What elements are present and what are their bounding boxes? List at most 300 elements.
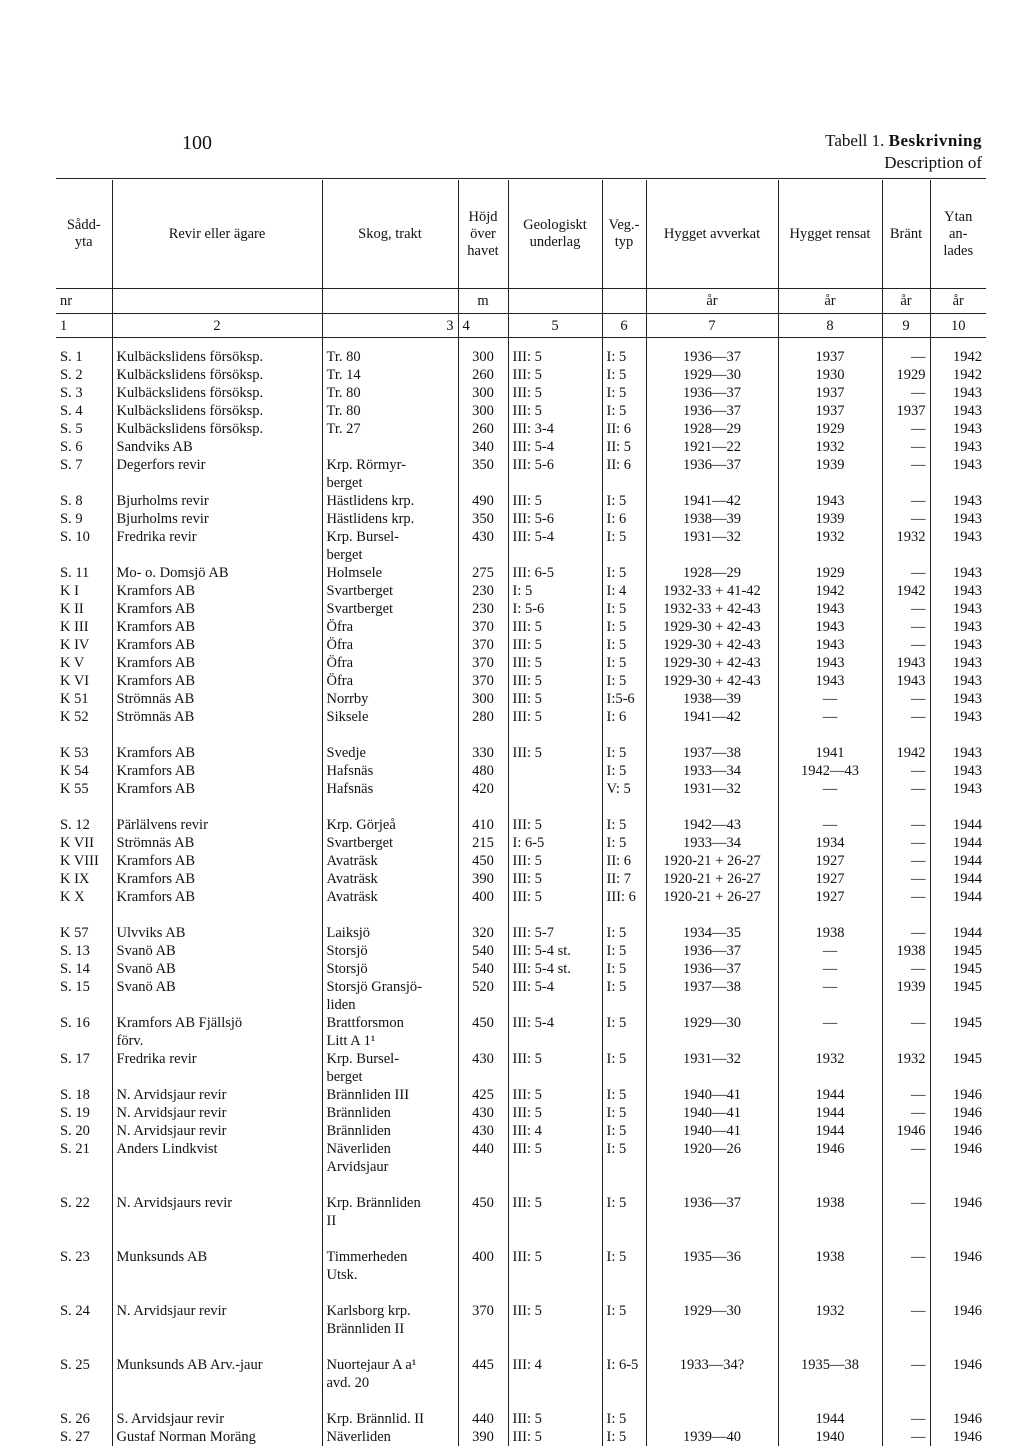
cell-vegtyp	[602, 1158, 646, 1176]
cell-anlades: 1943	[930, 780, 986, 798]
table-row	[56, 780, 986, 798]
cell-rensat: 1938	[778, 1248, 882, 1266]
cell-brant: —	[882, 1428, 930, 1446]
cell-geologiskt: III: 5	[508, 1410, 602, 1428]
cell-vegtyp: I: 5	[602, 1248, 646, 1266]
table-row	[56, 1014, 986, 1032]
cell-vegtyp: I: 5	[602, 1122, 646, 1140]
cell-revir: Fredrika revir	[112, 528, 322, 546]
cell-brant: 1943	[882, 672, 930, 690]
cell-geologiskt: III: 5-4	[508, 978, 602, 996]
cell-avverkat	[646, 1266, 778, 1284]
cell-revir	[112, 1374, 322, 1392]
cell-skog: Tr. 80	[322, 384, 458, 402]
cell-avverkat: 1933—34	[646, 834, 778, 852]
cell-avverkat: 1940—41	[646, 1122, 778, 1140]
spacer-cell	[882, 1392, 930, 1410]
cell-brant: —	[882, 600, 930, 618]
cell-anlades: 1945	[930, 978, 986, 996]
cell-rensat	[778, 1212, 882, 1230]
table-row	[56, 942, 986, 960]
spacer-cell	[930, 726, 986, 744]
spacer-cell	[778, 906, 882, 924]
cell-avverkat: 1931—32	[646, 780, 778, 798]
cell-geologiskt: III: 4	[508, 1122, 602, 1140]
table-row	[56, 1086, 986, 1104]
cell-geologiskt: III: 5	[508, 708, 602, 726]
table-row	[56, 870, 986, 888]
header-brant: Bränt	[882, 180, 930, 289]
cell-anlades	[930, 546, 986, 564]
cell-skog: Brännliden	[322, 1122, 458, 1140]
spacer-cell	[458, 726, 508, 744]
cell-anlades: 1946	[930, 1410, 986, 1428]
cell-geologiskt: III: 5	[508, 402, 602, 420]
table-row	[56, 456, 986, 474]
cell-skog: Hästlidens krp.	[322, 492, 458, 510]
spacer-cell	[602, 1176, 646, 1194]
cell-brant: 1942	[882, 744, 930, 762]
cell-sadd-yta: S. 17	[60, 1051, 90, 1067]
group-spacer	[56, 1230, 986, 1248]
cell-vegtyp: I: 5	[602, 384, 646, 402]
cell-hojd: 430	[458, 1122, 508, 1140]
cell-revir: Kulbäckslidens försöksp.	[112, 384, 322, 402]
cell-anlades: 1946	[930, 1194, 986, 1212]
spacer-cell	[508, 726, 602, 744]
spacer-cell	[458, 906, 508, 924]
table-body	[56, 338, 986, 1447]
table-row	[56, 600, 986, 618]
spacer-cell	[882, 1176, 930, 1194]
col-number: 9	[882, 314, 930, 338]
cell-geologiskt: III: 5	[508, 1140, 602, 1158]
table-row	[56, 1410, 986, 1428]
spacer-cell	[322, 1392, 458, 1410]
cell-geologiskt: III: 5	[508, 348, 602, 366]
cell-hojd: 370	[458, 618, 508, 636]
spacer-cell	[112, 1338, 322, 1356]
cell-brant: —	[882, 780, 930, 798]
cell-brant: —	[882, 1302, 930, 1320]
col-number: 1	[56, 314, 112, 338]
spacer-cell	[778, 338, 882, 349]
table-row	[56, 1320, 986, 1338]
cell-revir: Svanö AB	[112, 942, 322, 960]
cell-skog: Öfra	[322, 636, 458, 654]
cell-geologiskt: III: 4	[508, 1356, 602, 1374]
table-row	[56, 492, 986, 510]
cell-sadd-yta	[56, 1032, 112, 1050]
cell-revir: Kramfors AB	[112, 744, 322, 762]
cell-sadd-yta: S. 26	[60, 1411, 90, 1427]
cell-vegtyp	[602, 1266, 646, 1284]
cell-brant: —	[882, 384, 930, 402]
cell-rensat: 1943	[778, 636, 882, 654]
cell-hojd: 440	[458, 1140, 508, 1158]
table-row	[56, 438, 986, 456]
cell-anlades: 1946	[930, 1122, 986, 1140]
cell-rensat: 1943	[778, 492, 882, 510]
cell-geologiskt: I: 5-6	[508, 600, 602, 618]
table-row	[56, 978, 986, 996]
spacer-cell	[56, 1176, 112, 1194]
cell-sadd-yta: S. 14	[60, 961, 90, 977]
cell-hojd: 300	[458, 690, 508, 708]
spacer-cell	[56, 798, 112, 816]
cell-vegtyp: I: 5	[602, 600, 646, 618]
cell-avverkat: 1938—39	[646, 690, 778, 708]
cell-vegtyp	[602, 1068, 646, 1086]
cell-brant: —	[882, 348, 930, 366]
cell-vegtyp	[602, 1320, 646, 1338]
spacer-cell	[112, 1284, 322, 1302]
cell-rensat: 1944	[778, 1410, 882, 1428]
cell-anlades	[930, 1212, 986, 1230]
cell-rensat: 1939	[778, 456, 882, 474]
cell-avverkat: 1939—40	[646, 1428, 778, 1446]
cell-sadd-yta	[56, 1212, 112, 1230]
table-row	[56, 1104, 986, 1122]
table-row	[56, 1140, 986, 1158]
cell-skog: Storsjö Gransjö-	[322, 978, 458, 996]
cell-brant: —	[882, 438, 930, 456]
cell-rensat	[778, 1266, 882, 1284]
cell-geologiskt: III: 5	[508, 816, 602, 834]
cell-avverkat: 1929-30 + 42-43	[646, 618, 778, 636]
column-number-row	[56, 314, 986, 338]
cell-rensat: 1943	[778, 618, 882, 636]
cell-revir	[112, 1212, 322, 1230]
cell-skog: Krp. Bursel-	[322, 1050, 458, 1068]
cell-vegtyp: II: 5	[602, 438, 646, 456]
cell-hojd	[458, 1374, 508, 1392]
cell-hojd: 400	[458, 1248, 508, 1266]
cell-revir: N. Arvidsjaur revir	[112, 1086, 322, 1104]
spacer-cell	[322, 1338, 458, 1356]
cell-avverkat: 1937—38	[646, 744, 778, 762]
col-number: 10	[930, 314, 986, 338]
cell-hojd: 230	[458, 582, 508, 600]
table-row	[56, 672, 986, 690]
cell-revir: Kramfors AB	[112, 762, 322, 780]
cell-brant: —	[882, 834, 930, 852]
cell-brant: 1942	[882, 582, 930, 600]
cell-skog: Nuortejaur A a¹	[322, 1356, 458, 1374]
cell-hojd: 430	[458, 1104, 508, 1122]
cell-skog: Tr. 27	[322, 420, 458, 438]
cell-skog: Storsjö	[322, 960, 458, 978]
cell-brant: —	[882, 870, 930, 888]
cell-brant	[882, 1068, 930, 1086]
header-skog: Skog, trakt	[322, 180, 458, 289]
col-number: 4	[458, 314, 508, 338]
cell-geologiskt	[508, 1158, 602, 1176]
cell-revir	[112, 474, 322, 492]
cell-skog: Svartberget	[322, 600, 458, 618]
header-revir: Revir eller ägare	[112, 180, 322, 289]
cell-brant: —	[882, 1410, 930, 1428]
cell-revir	[112, 1068, 322, 1086]
cell-sadd-yta	[56, 1320, 112, 1338]
cell-brant: —	[882, 708, 930, 726]
spacer-cell	[508, 1176, 602, 1194]
cell-revir: Kramfors AB	[112, 600, 322, 618]
cell-skog: Tr. 80	[322, 348, 458, 366]
cell-anlades: 1943	[930, 582, 986, 600]
cell-rensat: 1939	[778, 510, 882, 528]
unit-ar: år	[646, 289, 778, 314]
cell-avverkat	[646, 1212, 778, 1230]
cell-anlades: 1946	[930, 1140, 986, 1158]
cell-anlades: 1944	[930, 888, 986, 906]
cell-anlades: 1943	[930, 528, 986, 546]
table-row	[56, 1068, 986, 1086]
spacer-cell	[112, 1176, 322, 1194]
cell-brant: —	[882, 456, 930, 474]
spacer-cell	[508, 1338, 602, 1356]
cell-skog: Hafsnäs	[322, 762, 458, 780]
header-geologiskt: Geologiskt underlag	[508, 180, 602, 289]
spacer-cell	[322, 906, 458, 924]
cell-sadd-yta: S. 7	[60, 457, 83, 473]
cell-rensat: 1932	[778, 438, 882, 456]
cell-skog: avd. 20	[322, 1374, 458, 1392]
cell-skog: Tr. 80	[322, 402, 458, 420]
unit-empty	[602, 289, 646, 314]
spacer-cell	[458, 1392, 508, 1410]
cell-revir: N. Arvidsjaur revir	[112, 1122, 322, 1140]
cell-hojd: 370	[458, 636, 508, 654]
cell-avverkat: 1931—32	[646, 528, 778, 546]
col-number: 3	[322, 314, 458, 338]
cell-revir: Kramfors AB	[112, 636, 322, 654]
cell-rensat: 1943	[778, 654, 882, 672]
cell-avverkat: 1933—34	[646, 762, 778, 780]
cell-rensat: 1927	[778, 888, 882, 906]
unit-ar: år	[778, 289, 882, 314]
cell-revir: Kramfors AB	[112, 780, 322, 798]
cell-skog: Krp. Brännliden	[322, 1194, 458, 1212]
cell-vegtyp: I: 5	[602, 1050, 646, 1068]
cell-geologiskt	[508, 546, 602, 564]
spacer-cell	[458, 1230, 508, 1248]
cell-vegtyp: I: 5	[602, 618, 646, 636]
spacer-cell	[508, 338, 602, 349]
cell-geologiskt: III: 5	[508, 1104, 602, 1122]
cell-brant: —	[882, 762, 930, 780]
cell-vegtyp: II: 7	[602, 870, 646, 888]
cell-geologiskt	[508, 474, 602, 492]
table-row	[56, 1194, 986, 1212]
cell-geologiskt: III: 5-4 st.	[508, 942, 602, 960]
spacer-cell	[56, 726, 112, 744]
cell-geologiskt: III: 5-4 st.	[508, 960, 602, 978]
unit-ar: år	[882, 289, 930, 314]
cell-geologiskt: III: 5	[508, 636, 602, 654]
cell-geologiskt	[508, 1068, 602, 1086]
cell-anlades: 1946	[930, 1104, 986, 1122]
spacer-cell	[322, 1176, 458, 1194]
cell-anlades: 1943	[930, 420, 986, 438]
spacer-cell	[602, 726, 646, 744]
spacer-cell	[458, 798, 508, 816]
cell-sadd-yta: K VIII	[60, 853, 99, 869]
cell-sadd-yta: K 52	[60, 709, 89, 725]
spacer-cell	[602, 906, 646, 924]
cell-avverkat: 1920—26	[646, 1140, 778, 1158]
cell-rensat: —	[778, 816, 882, 834]
cell-rensat: 1934	[778, 834, 882, 852]
cell-geologiskt: III: 5	[508, 618, 602, 636]
cell-skog: Laiksjö	[322, 924, 458, 942]
cell-brant: —	[882, 924, 930, 942]
cell-avverkat	[646, 1320, 778, 1338]
data-table	[56, 180, 986, 1446]
header-sadd-yta: Sådd- yta	[66, 217, 101, 250]
cell-sadd-yta: S. 8	[60, 493, 83, 509]
cell-vegtyp	[602, 996, 646, 1014]
cell-brant: —	[882, 1014, 930, 1032]
cell-avverkat: 1940—41	[646, 1104, 778, 1122]
cell-skog: II	[322, 1212, 458, 1230]
cell-geologiskt: III: 5-6	[508, 510, 602, 528]
table-row	[56, 366, 986, 384]
cell-rensat: 1946	[778, 1140, 882, 1158]
cell-rensat	[778, 1374, 882, 1392]
cell-rensat: —	[778, 978, 882, 996]
cell-avverkat: 1928—29	[646, 564, 778, 582]
cell-avverkat	[646, 546, 778, 564]
cell-anlades: 1943	[930, 744, 986, 762]
cell-sadd-yta: S. 6	[60, 439, 83, 455]
cell-revir: Munksunds AB	[112, 1248, 322, 1266]
spacer-cell	[322, 798, 458, 816]
cell-vegtyp: I: 6	[602, 510, 646, 528]
cell-geologiskt: III: 5	[508, 744, 602, 762]
cell-hojd: 420	[458, 780, 508, 798]
cell-geologiskt: III: 5	[508, 1428, 602, 1446]
table-row	[56, 852, 986, 870]
cell-hojd: 230	[458, 600, 508, 618]
cell-geologiskt	[508, 1374, 602, 1392]
table-row	[56, 1050, 986, 1068]
cell-geologiskt: III: 5	[508, 1086, 602, 1104]
table-row	[56, 420, 986, 438]
cell-anlades: 1943	[930, 672, 986, 690]
cell-hojd: 300	[458, 348, 508, 366]
cell-hojd: 450	[458, 1194, 508, 1212]
cell-geologiskt: I: 6-5	[508, 834, 602, 852]
cell-sadd-yta: S. 25	[60, 1357, 90, 1373]
cell-vegtyp: I: 5	[602, 942, 646, 960]
cell-brant	[882, 1374, 930, 1392]
cell-avverkat: 1929—30	[646, 1302, 778, 1320]
cell-sadd-yta: S. 2	[60, 367, 83, 383]
cell-vegtyp: I: 5	[602, 1104, 646, 1122]
cell-anlades: 1943	[930, 600, 986, 618]
cell-avverkat: 1934—35	[646, 924, 778, 942]
cell-skog: Krp. Bursel-	[322, 528, 458, 546]
spacer-cell	[778, 1230, 882, 1248]
cell-anlades: 1943	[930, 438, 986, 456]
cell-revir: Kramfors AB	[112, 672, 322, 690]
cell-hojd	[458, 1032, 508, 1050]
cell-hojd: 340	[458, 438, 508, 456]
cell-hojd	[458, 1266, 508, 1284]
group-spacer	[56, 1338, 986, 1356]
cell-skog: berget	[322, 546, 458, 564]
spacer-cell	[930, 906, 986, 924]
cell-sadd-yta: S. 11	[60, 565, 90, 581]
col-number: 6	[602, 314, 646, 338]
cell-brant: 1938	[882, 942, 930, 960]
group-spacer	[56, 726, 986, 744]
cell-skog: Utsk.	[322, 1266, 458, 1284]
cell-revir: Sandviks AB	[112, 438, 322, 456]
spacer-cell	[56, 906, 112, 924]
cell-anlades: 1943	[930, 636, 986, 654]
spacer-cell	[458, 1176, 508, 1194]
cell-skog: Tr. 14	[322, 366, 458, 384]
table-row	[56, 1158, 986, 1176]
header-hojd: Höjd över havet	[458, 180, 508, 289]
cell-geologiskt: III: 5	[508, 690, 602, 708]
cell-hojd	[458, 1158, 508, 1176]
cell-avverkat: 1941—42	[646, 492, 778, 510]
cell-avverkat: 1929—30	[646, 1014, 778, 1032]
cell-brant	[882, 1320, 930, 1338]
cell-hojd: 425	[458, 1086, 508, 1104]
cell-sadd-yta: S. 23	[60, 1249, 90, 1265]
spacer-cell	[602, 1230, 646, 1248]
cell-hojd	[458, 474, 508, 492]
cell-geologiskt: III: 5	[508, 1248, 602, 1266]
cell-vegtyp: I: 5	[602, 1194, 646, 1212]
cell-avverkat: 1931—32	[646, 1050, 778, 1068]
cell-skog: Krp. Görjeå	[322, 816, 458, 834]
cell-revir: N. Arvidsjaur revir	[112, 1104, 322, 1122]
cell-brant: 1943	[882, 654, 930, 672]
cell-brant	[882, 546, 930, 564]
cell-geologiskt	[508, 1032, 602, 1050]
cell-anlades: 1946	[930, 1086, 986, 1104]
spacer-cell	[646, 798, 778, 816]
cell-avverkat: 1936—37	[646, 942, 778, 960]
spacer-cell	[508, 798, 602, 816]
cell-sadd-yta: K II	[60, 601, 84, 617]
cell-hojd: 430	[458, 1050, 508, 1068]
cell-sadd-yta: K I	[60, 583, 79, 599]
cell-rensat: 1942—43	[778, 762, 882, 780]
cell-sadd-yta: K III	[60, 619, 89, 635]
cell-avverkat: 1932-33 + 42-43	[646, 600, 778, 618]
table-row	[56, 1428, 986, 1446]
cell-skog	[322, 438, 458, 456]
table-row	[56, 618, 986, 636]
cell-anlades: 1945	[930, 960, 986, 978]
spacer-cell	[508, 1230, 602, 1248]
cell-vegtyp: I: 5	[602, 816, 646, 834]
cell-skog: Öfra	[322, 672, 458, 690]
cell-hojd: 490	[458, 492, 508, 510]
cell-sadd-yta: K IV	[60, 637, 90, 653]
cell-anlades: 1943	[930, 510, 986, 528]
cell-brant	[882, 996, 930, 1014]
cell-hojd: 390	[458, 1428, 508, 1446]
spacer-cell	[602, 1284, 646, 1302]
cell-rensat: 1930	[778, 366, 882, 384]
